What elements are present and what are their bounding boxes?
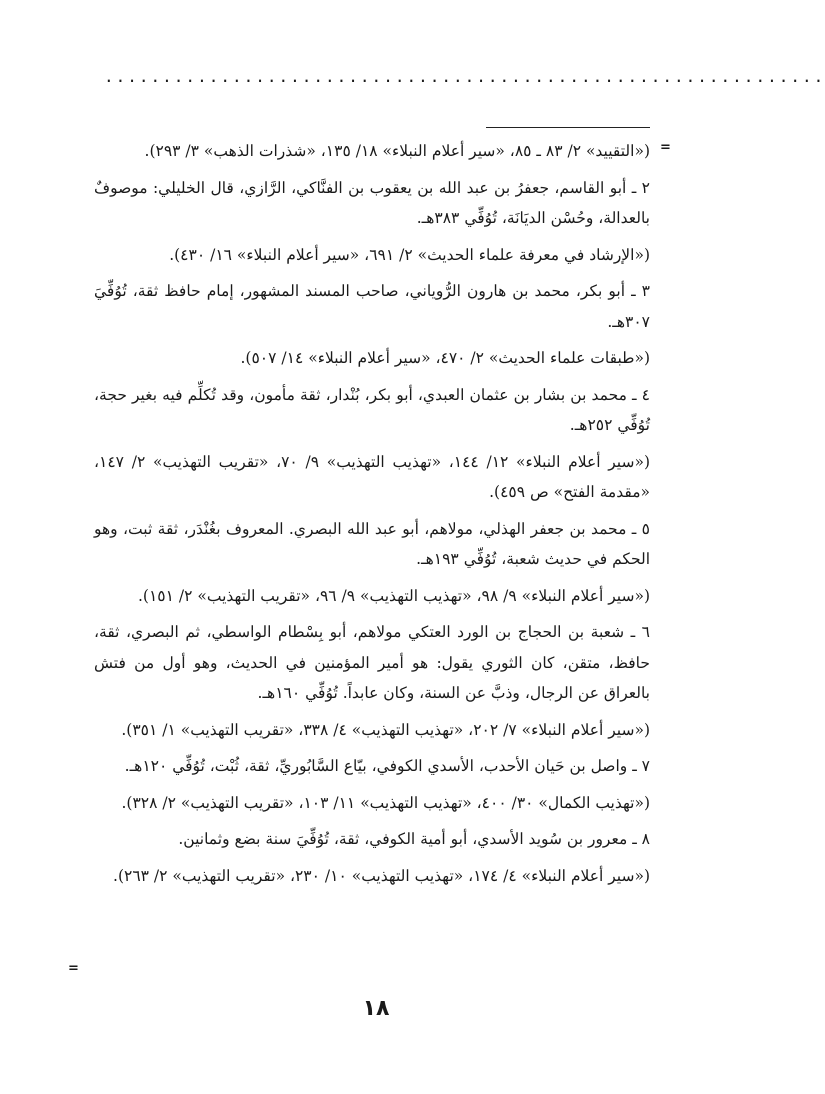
reference-citation: («سير أعلام النبلاء» ٩/ ٩٨، «تهذيب التهذيب» ٩/ ٩٦، «تقريب التهذيب» ٢/ ١٥١). — [138, 586, 650, 605]
reference-citation: («تهذيب الكمال» ٣٠/ ٤٠٠، «تهذيب التهذيب» ١١/ ١٠٣، «تقريب التهذيب» ٢/ ٣٢٨). — [121, 793, 650, 812]
footnote-rule — [486, 127, 650, 128]
reference-citation: («الإرشاد في معرفة علماء الحديث» ٢/ ٦٩١، «سير أعلام النبلاء» ١٦/ ٤٣٠). — [169, 245, 650, 264]
reference-citation: («سير أعلام النبلاء» ١٢/ ١٤٤، «تهذيب التهذيب» ٩/ ٧٠، «تقريب التهذيب» ٢/ ١٤٧، «مقدمة الفتح» ص ٤٥٩). — [94, 452, 651, 501]
continuation-mark-bottom: = — [68, 961, 79, 976]
biography-entry: ٣ ـ أبو بكر، محمد بن هارون الرُّوياني، صاحب المسند المشهور، إمام حافظ ثقة، تُوُفِّيَ ٣٠٧هـ. — [94, 282, 650, 331]
footnotes-body — [94, 136, 650, 897]
continuation-mark-top: = — [660, 140, 671, 155]
biography-entry: ٤ ـ محمد بن بشار بن عثمان العبدي، أبو بكر، بُنْدار، ثقة مأمون، وقد تُكلِّم فيه بغير حجة، تُوُفِّي ٢٥٢هـ. — [94, 385, 650, 434]
reference-citation: («سير أعلام النبلاء» ٤/ ١٧٤، «تهذيب التهذيب» ١٠/ ٢٣٠، «تقريب التهذيب» ٢/ ٢٦٣). — [113, 866, 650, 885]
biography-entry: ٢ ـ أبو القاسم، جعفرُ بن عبد الله بن يعقوب بن الفنَّاكي، الرَّازي، قال الخليلي: موصوفٌ بالعدالة، وحُسْن الديَانَة، تُوُفِّي ٣٨٣هـ. — [94, 178, 650, 227]
biography-entry: ٦ ـ شعبة بن الحجاج بن الورد العتكي مولاهم، أبو بِسْطام الواسطي، ثم البصري، ثقة، حافظ، متقن، كان الثوري يقول: هو أمير المؤمنين في الحديث، وهو أول من فتش بالعراق عن الرجال، وذبَّ عن السنة، وكان عابداً. تُوُفِّي ١٦٠هـ. — [94, 623, 650, 702]
page-number: ١٨ — [362, 996, 390, 1021]
reference-citation: («طبقات علماء الحديث» ٢/ ٤٧٠، «سير أعلام النبلاء» ١٤/ ٥٠٧). — [240, 349, 650, 367]
biography-entry: ٥ ـ محمد بن جعفر الهذلي، مولاهم، أبو عبد الله البصري. المعروف بغُنْدَر، ثقة ثبت، وهو الحكم في حديث شعبة، تُوُفِّي ١٩٣هـ. — [94, 519, 650, 568]
dotted-separator: .............................................................. — [104, 67, 825, 86]
biography-entry: ٧ ـ واصل بن حَيان الأحدب، الأسدي الكوفي، بيّاع السَّابُوريِّ، ثقة، ثُبْت، تُوُفِّي ١٢٠هـ. — [124, 757, 650, 775]
reference-citation: («سير أعلام النبلاء» ٧/ ٢٠٢، «تهذيب التهذيب» ٤/ ٣٣٨، «تقريب التهذيب» ١/ ٣٥١). — [121, 720, 650, 739]
biography-entry: ٨ ـ معرور بن سُويد الأسدي، أبو أمية الكوفي، ثقة، تُوُفِّيَ سنة بضع وثمانين. — [178, 830, 650, 848]
reference-citation: («التقييد» ٢/ ٨٣ ـ ٨٥، «سير أعلام النبلاء» ١٨/ ١٣٥، «شذرات الذهب» ٣/ ٢٩٣). — [144, 142, 650, 160]
